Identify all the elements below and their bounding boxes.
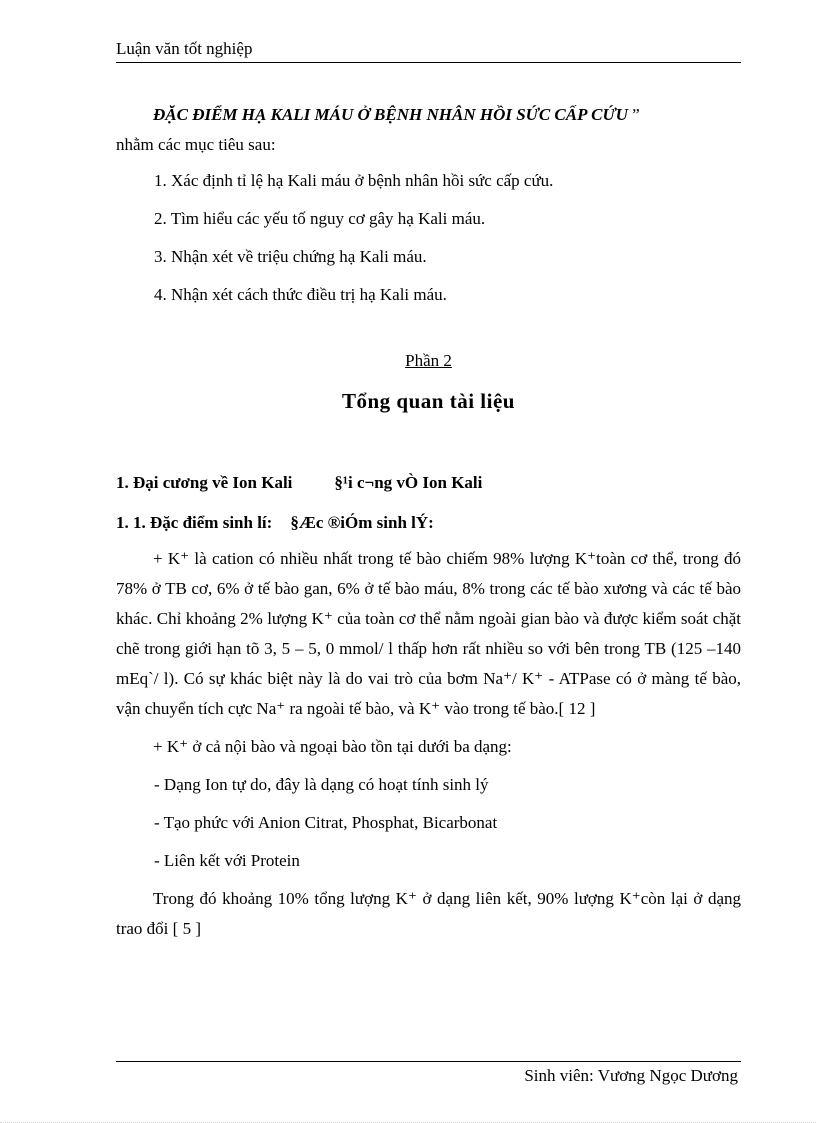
objective-item: 4. Nhận xét cách thức điều trị hạ Kali máu.: [154, 285, 447, 304]
bullet-item: - Dạng Ion tự do, đây là dạng có hoạt tính sinh lý: [154, 775, 489, 794]
thesis-title-line: [116, 100, 741, 130]
objectives-list: [116, 166, 741, 310]
bullet-item: - Tạo phức với Anion Citrat, Phosphat, Bicarbonat: [154, 813, 498, 832]
section-heading-legacy: §¹i c¬ng vÒ Ion Kali: [334, 473, 483, 492]
paragraph-potassium-forms: + K⁺ ở cả nội bào và ngoại bào tồn tại dưới ba dạng:: [153, 737, 512, 756]
page-header: [116, 38, 741, 60]
footer-student: Sinh viên: Vương Ngọc Dương: [524, 1066, 738, 1085]
objective-item: 1. Xác định tỉ lệ hạ Kali máu ở bệnh nhân hồi sức cấp cứu.: [154, 171, 554, 190]
thesis-title: ĐẶC ĐIỂM HẠ KALI MÁU Ở BỆNH NHÂN HỒI SỨC CẤP CỨU: [153, 105, 628, 124]
section-heading-1-1: [116, 508, 741, 538]
part-title: Tổng quan tài liệu: [342, 389, 515, 413]
document-body: [116, 100, 741, 944]
part-label: Phần 2: [405, 351, 452, 370]
bullet-item: - Liên kết với Protein: [154, 851, 300, 870]
closing-quote: ”: [627, 105, 640, 124]
page-footer: [116, 1064, 738, 1088]
objective-item: 2. Tìm hiểu các yếu tố nguy cơ gây hạ Kali máu.: [154, 209, 486, 228]
objectives-lead: nhằm các mục tiêu sau:: [116, 135, 276, 154]
section-heading-text: 1. Đại cương về Ion Kali: [116, 473, 293, 492]
paragraph-potassium-ratio: Trong đó khoảng 10% tổng lượng K⁺ ở dạng liên kết, 90% lượng K⁺còn lại ở dạng trao đổi [ 5 ]: [116, 889, 741, 938]
paragraph-potassium-distribution: + K⁺ là cation có nhiều nhất trong tế bào chiếm 98% lượng K⁺toàn cơ thể, trong đó 78% ở TB cơ, 6% ở tế bào gan, 6% ở tế bào máu, 8% trong các tế bào xương và các tế bào khác. Chỉ khoảng 2% lượng K⁺ của toàn cơ thể nằm ngoài gian bào và được kiểm soát chặt chẽ trong giới hạn tõ 3, 5 – 5, 0 mmol/ l thấp hơn rất nhiều so với bên trong TB (125 –140 mEq`/ l). Có sự khác biệt này là do vai trò của bơm Na⁺/ K⁺ - ATPase có ở màng tế bào, vận chuyển tích cực Na⁺ ra ngoài tế bào, và K⁺ vào trong tế bào.[ 12 ]: [116, 549, 741, 718]
objective-item: 3. Nhận xét về triệu chứng hạ Kali máu.: [154, 247, 427, 266]
header-title: Luận văn tốt nghiệp: [116, 39, 253, 58]
subsection-heading-legacy: §Æc ®iÓm sinh lÝ:: [290, 513, 434, 532]
subsection-heading-text: 1. 1. Đặc điểm sinh lí:: [116, 513, 273, 532]
header-divider: [116, 62, 741, 63]
footer-divider: [116, 1061, 741, 1062]
section-heading-1: [116, 468, 741, 498]
